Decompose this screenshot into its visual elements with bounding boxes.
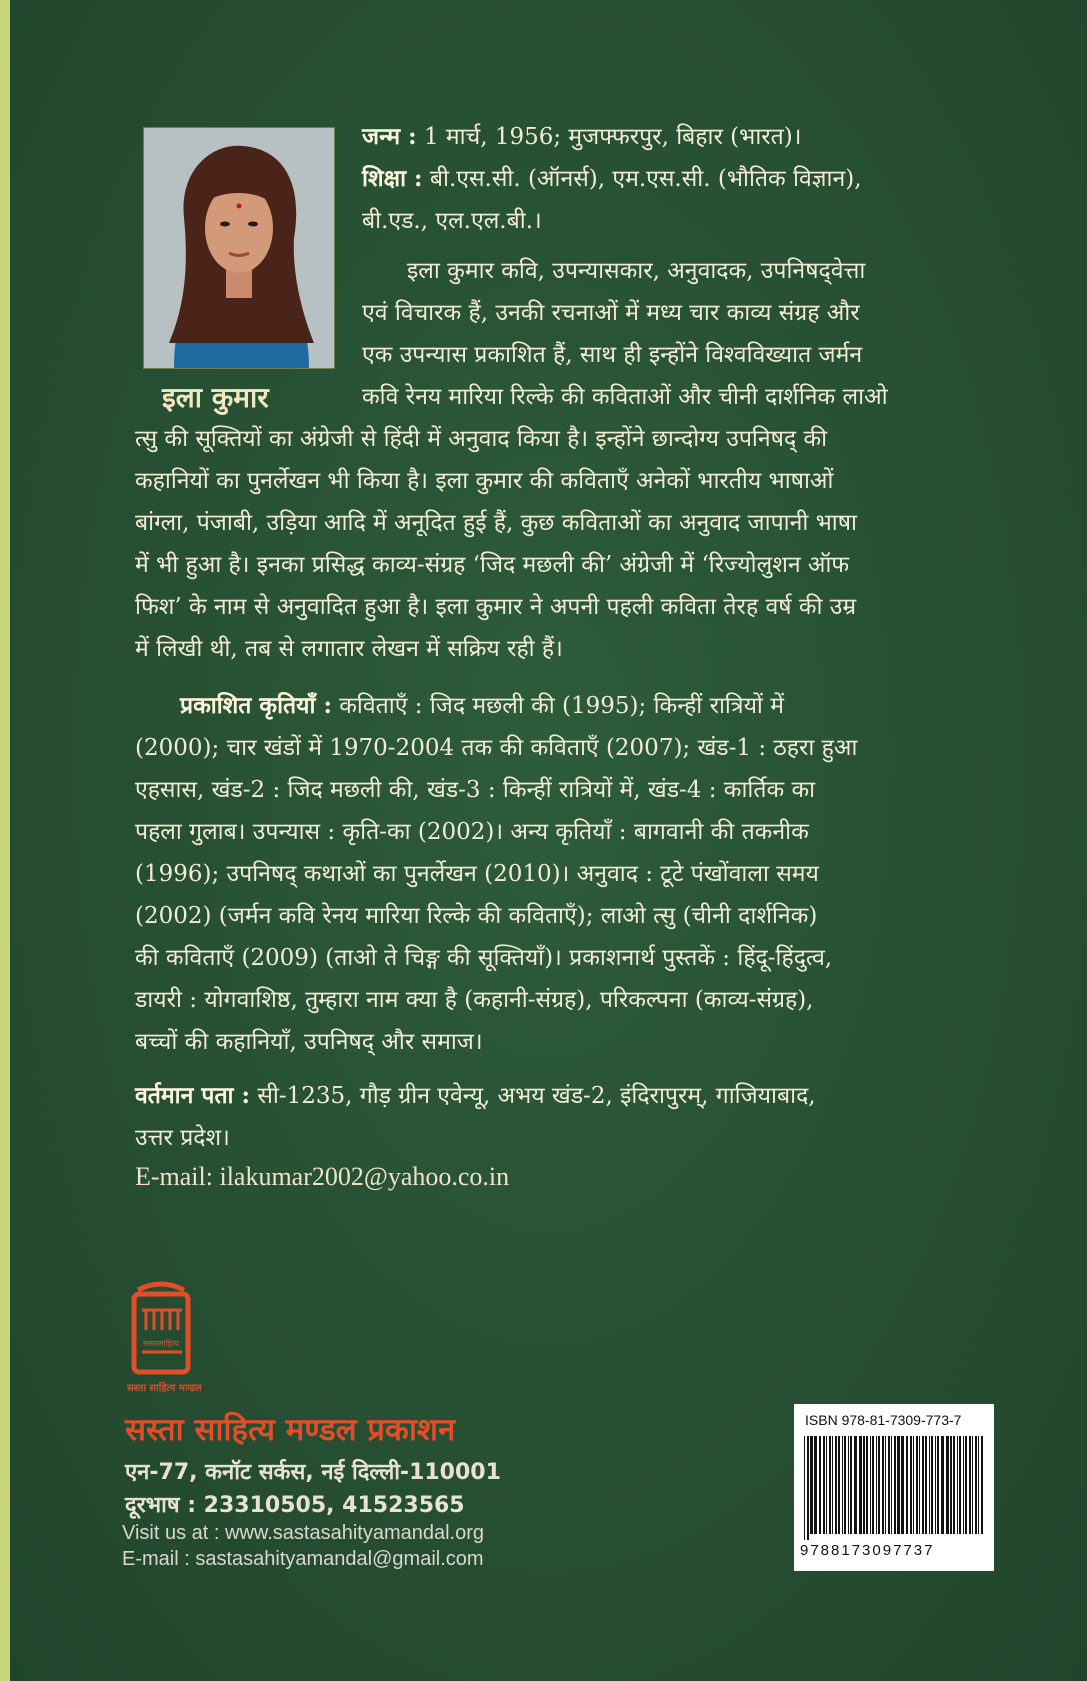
barcode-bar <box>826 1436 827 1534</box>
isbn-label: ISBN 978-81-7309-773-7 <box>805 1412 962 1428</box>
publisher-phone: दूरभाष : 23310505, 41523565 <box>125 1493 465 1518</box>
barcode-bar <box>859 1436 862 1534</box>
barcode-bar <box>946 1436 949 1534</box>
isbn-barcode <box>794 1404 994 1571</box>
barcode-bar <box>981 1436 983 1534</box>
address-line-2: उत्तर प्रदेश। <box>135 1125 230 1151</box>
barcode-bar <box>823 1436 825 1534</box>
works-line: एहसास, खंड-2 : जिद मछली की, खंड-3 : किन्हीं रात्रियों में, खंड-4 : कार्तिक का <box>135 777 816 803</box>
barcode-bar <box>872 1436 874 1534</box>
barcode-bar <box>863 1436 865 1534</box>
barcode-bar <box>807 1436 809 1540</box>
barcode-bar <box>885 1436 886 1534</box>
logo-text: सस्तासाहित्य <box>143 1339 179 1348</box>
address-line <box>135 1075 816 1117</box>
address-label: वर्तमान पता : <box>135 1082 251 1109</box>
barcode-bar <box>941 1436 944 1534</box>
barcode-bar <box>957 1436 958 1534</box>
birth-label: जन्म : <box>362 123 417 150</box>
barcode-bar <box>835 1436 837 1534</box>
education-label: शिक्षा : <box>362 165 423 192</box>
barcode-bar <box>969 1436 971 1534</box>
bio-line: कवि रेनय मारिया रिल्के की कविताओं और चीनी दार्शनिक लाओ <box>362 384 888 410</box>
barcode-bar <box>876 1436 877 1534</box>
barcode-bar <box>965 1436 967 1534</box>
barcode-bar <box>854 1436 857 1534</box>
publisher-address: एन-77, कनॉट सर्कस, नई दिल्ली-110001 <box>125 1460 501 1485</box>
works-line: (1996); उपनिषद् कथाओं का पुनर्लेखन (2010)। अनुवाद : टूटे पंखोंवाला समय <box>135 861 819 887</box>
works-line: की कविताएँ (2009) (ताओ ते चिङ्ग की सूक्तियाँ)। प्रकाशनार्थ पुस्तकें : हिंदू-हिंदुत्व, <box>135 945 833 971</box>
barcode-bar <box>929 1436 930 1534</box>
barcode-bar <box>931 1436 933 1534</box>
barcode-bar <box>891 1436 892 1534</box>
barcode-bar <box>829 1436 831 1534</box>
barcode-bar <box>894 1436 896 1534</box>
barcode-bar <box>901 1436 904 1534</box>
bio-line: में लिखी थी, तब से लगातार लेखन में सक्रिय रही हैं। <box>135 636 563 662</box>
bio-line: में भी हुआ है। इनका प्रसिद्ध काव्य-संग्रह ‘जिद मछली की’ अंग्रेजी में ‘रिज्योलुशन ऑफ <box>135 552 850 578</box>
works-line: डायरी : योगवाशिष्ठ, तुम्हारा नाम क्या है (कहानी-संग्रह), परिकल्पना (काव्य-संग्रह), <box>135 987 814 1013</box>
bio-line: एक उपन्यास प्रकाशित हैं, साथ ही इन्होंने विश्वविख्यात जर्मन <box>362 342 863 368</box>
bio-line: इला कुमार कवि, उपन्यासकार, अनुवादक, उपनिषद्‌वेत्ता <box>407 258 866 284</box>
bio-line: फिश’ के नाम से अनुवादित हुआ है। इला कुमार ने अपनी पहली कविता तेरह वर्ष की उम्र <box>135 594 857 620</box>
logo-caption: सस्ता साहित्य मण्डल <box>127 1383 202 1394</box>
bio-line: बांग्ला, पंजाबी, उड़िया आदि में अनूदित हुई हैं, कुछ कविताओं का अनुवाद जापानी भाषा <box>135 510 858 536</box>
publisher-logo <box>130 1280 192 1379</box>
barcode-bar <box>810 1436 813 1534</box>
publisher-name: सस्ता साहित्य मण्डल प्रकाशन <box>125 1412 456 1448</box>
barcode-bar <box>888 1436 890 1534</box>
barcode-bar <box>819 1436 821 1534</box>
birth-text: 1 मार्च, 1956; मुजफ्फरपुर, बिहार (भारत)। <box>416 124 802 150</box>
barcode-bar <box>925 1436 927 1534</box>
education-line <box>362 158 862 200</box>
works-label: प्रकाशित कृतियाँ : <box>180 692 332 719</box>
barcode-bar <box>972 1436 973 1534</box>
publisher-email: E-mail : sastasahityamandal@gmail.com <box>122 1548 484 1570</box>
barcode-bar <box>878 1436 880 1534</box>
author-email: E-mail: ilakumar2002@yahoo.co.in <box>135 1162 510 1191</box>
barcode-bar <box>959 1436 961 1534</box>
publisher-website: Visit us at : www.sastasahityamandal.org <box>122 1522 485 1544</box>
barcode-bar <box>842 1436 843 1534</box>
barcode-bar <box>963 1436 964 1534</box>
works-line: (2000); चार खंडों में 1970-2004 तक की कविताएँ (2007); खंड-1 : ठहरा हुआ <box>135 735 858 761</box>
barcode-bar <box>975 1436 977 1534</box>
works-line: पहला गुलाब। उपन्यास : कृति-का (2002)। अन्य कृतियाँ : बागवानी की तकनीक <box>135 819 809 845</box>
works-line: (2002) (जर्मन कवि रेनय मारिया रिल्के की कविताएँ); लाओ त्सु (चीनी दार्शनिक) <box>135 903 818 929</box>
address-text: सी-1235, गौड़ ग्रीन एवेन्यू, अभय खंड-2, इंदिरापुरम्, गाजियाबाद, <box>250 1083 816 1109</box>
author-photo <box>143 127 335 369</box>
barcode-bar <box>910 1436 912 1534</box>
barcode-bar <box>832 1436 833 1534</box>
barcode-bar <box>882 1436 884 1534</box>
barcode-bar <box>913 1436 914 1534</box>
barcode-bar <box>866 1436 868 1534</box>
education-line-2: बी.एड., एल.एल.बी.। <box>362 208 542 234</box>
barcode-bar <box>897 1436 900 1534</box>
barcode-bar <box>870 1436 871 1534</box>
bio-line: त्सु की सूक्तियों का अंग्रेजी से हिंदी में अनुवाद किया है। इन्होंने छान्दोग्य उपनिषद् की <box>135 426 828 452</box>
bio-line: कहानियों का पुनर्लेखन भी किया है। इला कुमार की कविताएँ अनेकों भारतीय भाषाओं <box>135 468 834 494</box>
barcode-bar <box>838 1436 840 1534</box>
barcode-bars <box>804 1436 984 1540</box>
barcode-bar <box>978 1436 979 1534</box>
barcode-bar <box>937 1436 939 1534</box>
works-text: कविताएँ : जिद मछली की (1995); किन्हीं रात्रियों में <box>331 693 784 719</box>
isbn-number: 9788173097737 <box>800 1542 935 1559</box>
birth-line <box>362 116 801 158</box>
barcode-bar <box>814 1436 817 1534</box>
barcode-bar <box>848 1436 849 1534</box>
barcode-bar <box>950 1436 952 1534</box>
barcode-bar <box>919 1436 920 1534</box>
bio-line: एवं विचारक हैं, उनकी रचनाओं में मध्य चार काव्य संग्रह और <box>362 300 860 326</box>
author-name: इला कुमार <box>162 381 269 414</box>
barcode-bar <box>953 1436 955 1534</box>
barcode-bar <box>916 1436 918 1534</box>
barcode-bar <box>922 1436 924 1534</box>
works-line <box>180 685 784 727</box>
barcode-bar <box>935 1436 936 1534</box>
education-text: बी.एस.सी. (ऑनर्स), एम.एस.सी. (भौतिक विज्ञान), <box>422 166 862 192</box>
barcode-bar <box>906 1436 908 1534</box>
barcode-bar <box>850 1436 852 1534</box>
barcode-bar <box>804 1436 805 1540</box>
works-line: बच्चों की कहानियाँ, उपनिषद् और समाज। <box>135 1029 483 1055</box>
barcode-bar <box>844 1436 846 1534</box>
